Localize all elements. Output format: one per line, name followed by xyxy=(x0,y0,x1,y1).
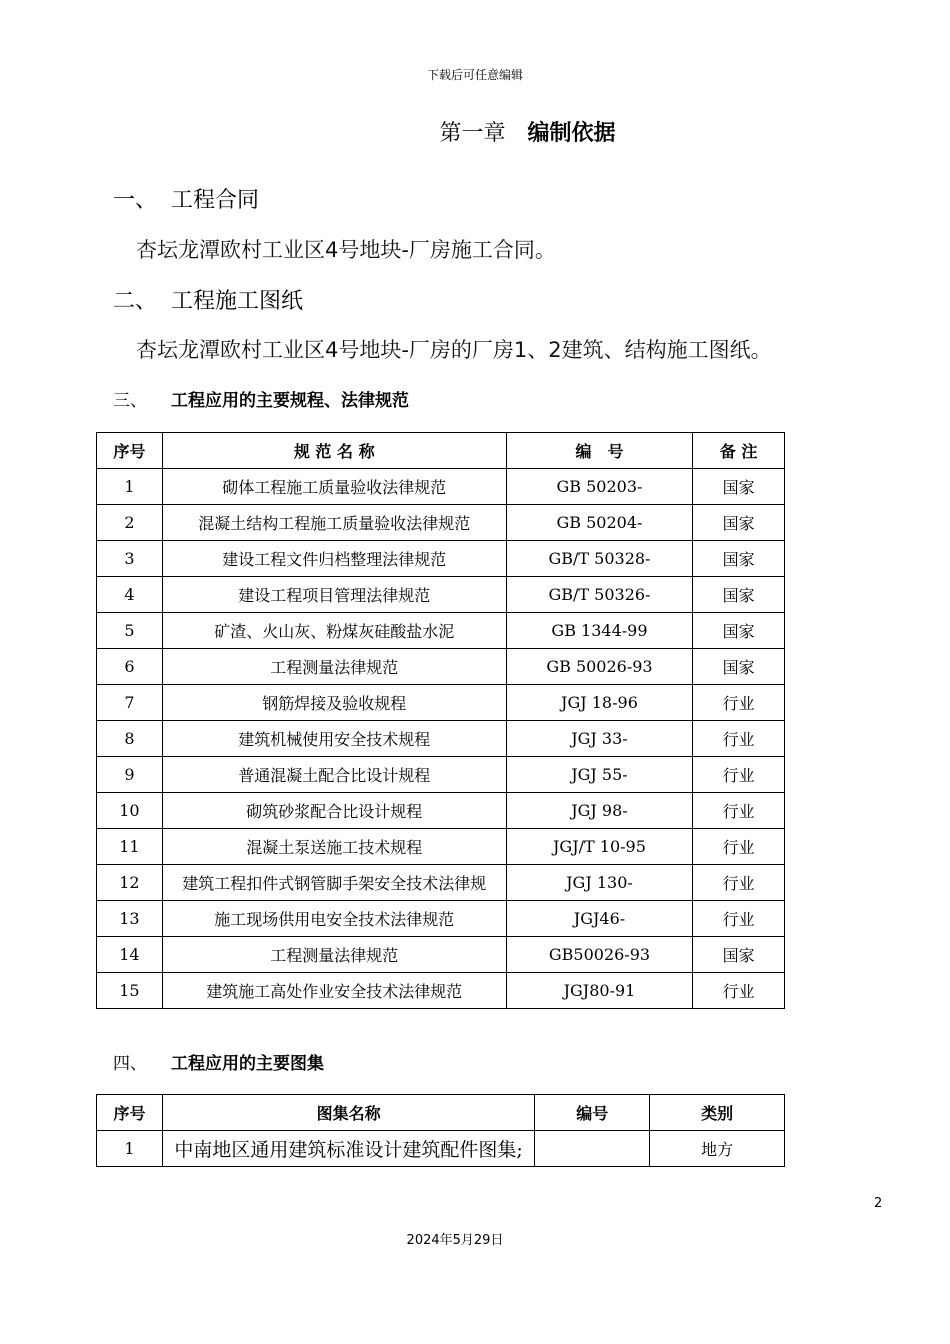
cell-index: 6 xyxy=(97,649,163,685)
cell-code: JGJ46- xyxy=(506,901,693,937)
table-row xyxy=(97,973,785,1009)
table-row xyxy=(97,469,785,505)
table-row xyxy=(97,901,785,937)
table-row xyxy=(97,541,785,577)
cell-standard-name: 矿渣、火山灰、粉煤灰硅酸盐水泥 xyxy=(162,613,506,649)
section-heading-4 xyxy=(113,1049,324,1074)
cell-code xyxy=(535,1131,650,1167)
cell-remark: 国家 xyxy=(693,469,785,505)
cell-index: 1 xyxy=(97,1131,163,1167)
header-cell: 编号 xyxy=(535,1095,650,1131)
cell-index: 2 xyxy=(97,505,163,541)
cell-index: 15 xyxy=(97,973,163,1009)
cell-index: 1 xyxy=(97,469,163,505)
cell-code: GB 50026-93 xyxy=(506,649,693,685)
section-index: 二、 xyxy=(113,289,158,314)
header-cell: 编 号 xyxy=(506,433,693,469)
cell-index: 8 xyxy=(97,721,163,757)
cell-index: 10 xyxy=(97,793,163,829)
footer-date: 2024年5月29日 xyxy=(406,1233,504,1248)
table-row xyxy=(97,649,785,685)
cell-standard-name: 普通混凝土配合比设计规程 xyxy=(162,757,506,793)
header-cell: 序号 xyxy=(97,433,163,469)
atlas-table xyxy=(96,1094,785,1167)
cell-remark: 行业 xyxy=(693,721,785,757)
table-header-row xyxy=(97,433,785,469)
cell-remark: 国家 xyxy=(693,577,785,613)
cell-remark: 国家 xyxy=(693,937,785,973)
cell-code: JGJ/T 10-95 xyxy=(506,829,693,865)
section-title: 工程施工图纸 xyxy=(171,289,304,314)
cell-code: GB 50204- xyxy=(506,505,693,541)
cell-standard-name: 建设工程文件归档整理法律规范 xyxy=(162,541,506,577)
cell-remark: 国家 xyxy=(693,613,785,649)
section-body-1: 杏坛龙潭欧村工业区4号地块-厂房施工合同。 xyxy=(136,238,556,262)
cell-index: 7 xyxy=(97,685,163,721)
cell-standard-name: 建筑机械使用安全技术规程 xyxy=(162,721,506,757)
cell-remark: 国家 xyxy=(693,649,785,685)
cell-code: JGJ80-91 xyxy=(506,973,693,1009)
cell-index: 5 xyxy=(97,613,163,649)
section-heading-3 xyxy=(113,386,409,411)
cell-remark: 行业 xyxy=(693,685,785,721)
header-cell: 类别 xyxy=(650,1095,785,1131)
cell-remark: 行业 xyxy=(693,973,785,1009)
table-row xyxy=(97,937,785,973)
chapter-number: 第一章 xyxy=(439,121,506,146)
cell-index: 9 xyxy=(97,757,163,793)
cell-code: JGJ 130- xyxy=(506,865,693,901)
cell-remark: 行业 xyxy=(693,901,785,937)
cell-standard-name: 砌体工程施工质量验收法律规范 xyxy=(162,469,506,505)
cell-code: GB/T 50328- xyxy=(506,541,693,577)
cell-index: 4 xyxy=(97,577,163,613)
cell-standard-name: 钢筋焊接及验收规程 xyxy=(162,685,506,721)
header-cell: 序号 xyxy=(97,1095,163,1131)
page-number: 2 xyxy=(874,1196,883,1211)
header-cell: 图集名称 xyxy=(162,1095,534,1131)
cell-index: 14 xyxy=(97,937,163,973)
table-row xyxy=(97,577,785,613)
cell-standard-name: 施工现场供用电安全技术法律规范 xyxy=(162,901,506,937)
cell-code: JGJ 18-96 xyxy=(506,685,693,721)
cell-code: GB 50203- xyxy=(506,469,693,505)
section-title: 工程合同 xyxy=(171,188,260,213)
cell-standard-name: 混凝土泵送施工技术规程 xyxy=(162,829,506,865)
cell-remark: 国家 xyxy=(693,541,785,577)
cell-remark: 行业 xyxy=(693,865,785,901)
cell-remark: 行业 xyxy=(693,829,785,865)
cell-standard-name: 混凝土结构工程施工质量验收法律规范 xyxy=(162,505,506,541)
table-row xyxy=(97,1131,785,1167)
section-heading-2 xyxy=(113,284,303,315)
table-header-row xyxy=(97,1095,785,1131)
cell-standard-name: 砌筑砂浆配合比设计规程 xyxy=(162,793,506,829)
cell-standard-name: 建筑施工高处作业安全技术法律规范 xyxy=(162,973,506,1009)
table-row xyxy=(97,721,785,757)
section-heading-1 xyxy=(113,183,259,214)
cell-code: JGJ 55- xyxy=(506,757,693,793)
chapter-title: 编制依据 xyxy=(527,121,616,146)
cell-remark: 行业 xyxy=(693,793,785,829)
table-row xyxy=(97,829,785,865)
cell-standard-name: 建设工程项目管理法律规范 xyxy=(162,577,506,613)
cell-standard-name: 工程测量法律规范 xyxy=(162,937,506,973)
cell-code: GB50026-93 xyxy=(506,937,693,973)
chapter-heading xyxy=(0,116,950,147)
section-index: 三、 xyxy=(113,391,147,411)
cell-code: JGJ 33- xyxy=(506,721,693,757)
section-title: 工程应用的主要规程、法律规范 xyxy=(171,391,409,411)
cell-remark: 行业 xyxy=(693,757,785,793)
cell-index: 3 xyxy=(97,541,163,577)
header-note: 下载后可任意编辑 xyxy=(426,68,523,82)
cell-atlas-name: 中南地区通用建筑标准设计建筑配件图集; xyxy=(162,1131,534,1167)
table-row xyxy=(97,865,785,901)
header-cell: 备 注 xyxy=(693,433,785,469)
section-index: 一、 xyxy=(113,188,158,213)
cell-index: 11 xyxy=(97,829,163,865)
cell-code: GB/T 50326- xyxy=(506,577,693,613)
section-body-2: 杏坛龙潭欧村工业区4号地块-厂房的厂房1、2建筑、结构施工图纸。 xyxy=(136,338,772,362)
table-row xyxy=(97,505,785,541)
cell-code: JGJ 98- xyxy=(506,793,693,829)
table-row xyxy=(97,685,785,721)
cell-standard-name: 工程测量法律规范 xyxy=(162,649,506,685)
table-row xyxy=(97,757,785,793)
cell-standard-name: 建筑工程扣件式钢管脚手架安全技术法律规 xyxy=(162,865,506,901)
cell-remark: 国家 xyxy=(693,505,785,541)
cell-category: 地方 xyxy=(650,1131,785,1167)
section-title: 工程应用的主要图集 xyxy=(171,1054,324,1074)
cell-index: 13 xyxy=(97,901,163,937)
standards-table-body xyxy=(97,469,785,1009)
table-row xyxy=(97,793,785,829)
standards-table xyxy=(96,432,785,1009)
cell-index: 12 xyxy=(97,865,163,901)
section-index: 四、 xyxy=(113,1054,147,1074)
cell-code: GB 1344-99 xyxy=(506,613,693,649)
table-row xyxy=(97,613,785,649)
header-cell: 规 范 名 称 xyxy=(162,433,506,469)
